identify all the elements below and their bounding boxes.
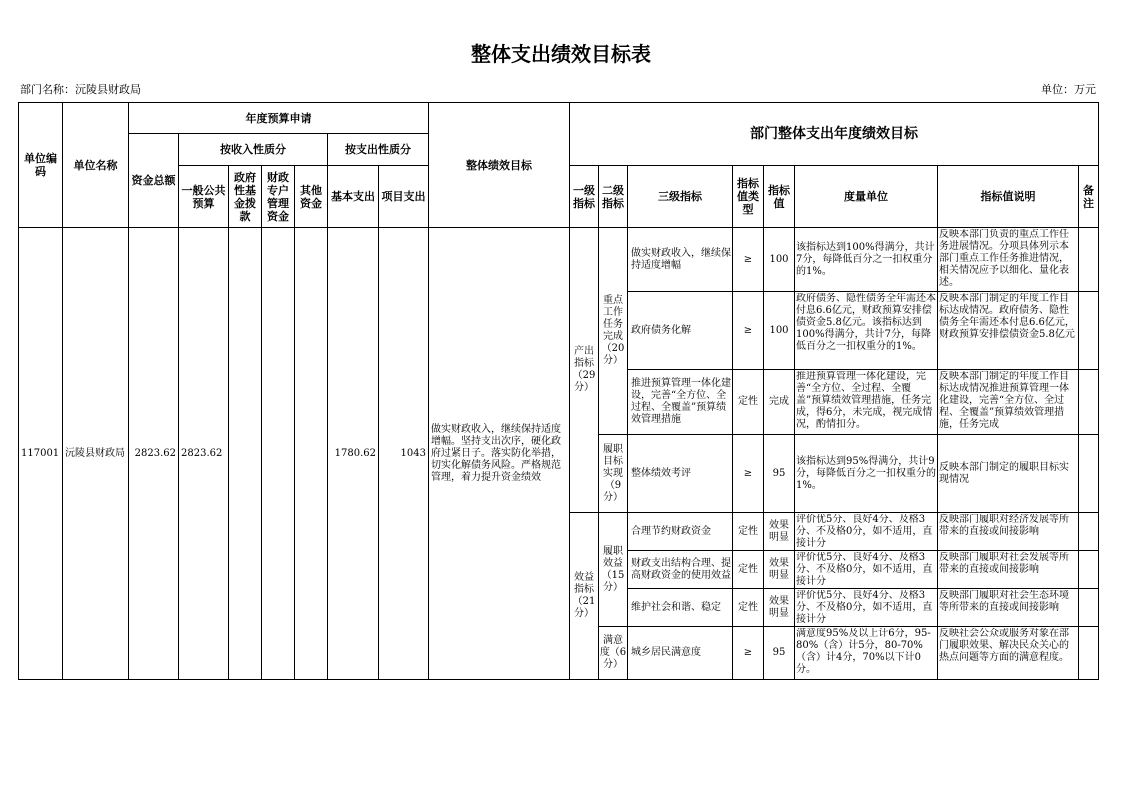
group-output-cell: 产出指标（29分） [570,228,599,513]
general-budget-cell: 2823.62 [179,228,229,680]
unit-name-cell: 沅陵县财政局 [63,228,129,680]
remark-cell [1079,435,1099,513]
header-unit-code: 单位编码 [19,103,63,228]
project-expense-cell: 1043 [379,228,429,680]
value-cell: 效果明显 [769,595,789,619]
group-duty-perf-cell: 履职目标实现（9分） [599,435,628,513]
level3-cell: 维护社会和谐、稳定 [631,601,721,613]
level3-cell: 做实财政收入，继续保持适度增幅 [631,247,731,271]
header-level2: 二级指标 [599,166,628,228]
remark-cell [1079,228,1099,292]
level3-cell: 整体绩效考评 [631,467,691,479]
header-general-budget: 一般公共预算 [179,166,229,228]
type-cell: 定性 [733,589,764,627]
value-cell: 效果明显 [769,557,789,581]
unit-label: 单位：万元 [1041,83,1096,96]
header-by-income: 按收入性质分 [179,134,328,166]
level3-cell: 政府债务化解 [631,324,691,336]
type-cell: 定性 [733,551,764,589]
measure-cell: 推进预算管理一体化建设，完善“全方位、全过程、全覆盖”预算绩效管理措施，任务完成，得6分，未完成，视完成情况，酌情扣分。 [796,370,933,430]
type-cell: ≥ [733,435,764,513]
desc-cell: 反映社会公众或服务对象在部门履职效果、解决民众关心的热点问题等方面的满意程度。 [939,627,1069,663]
value-cell: 100 [764,292,795,370]
remark-cell [1079,292,1099,370]
header-unit-name: 单位名称 [63,103,129,228]
department-label: 部门名称：沅陵县财政局 [20,83,141,96]
remark-cell [1079,551,1099,589]
header-project-expense: 项目支出 [379,166,429,228]
desc-cell: 反映部门履职对经济发展等所带来的直接或间接影响 [939,513,1069,537]
type-cell: 定性 [733,370,764,435]
remark-cell [1079,627,1099,680]
value-cell: 完成 [764,370,795,435]
type-cell: ≥ [733,228,764,292]
remark-cell [1079,513,1099,551]
desc-cell: 反映本部门负责的重点工作任务进展情况。分项具体列示本部门重点工作任务推进情况，相关情况应予以细化、量化表述。 [939,228,1069,288]
header-indicator-value: 指标值 [764,166,795,228]
desc-cell: 反映部门履职对社会生态环境等所带来的直接或间接影响 [939,589,1069,613]
performance-table [18,102,1099,680]
header-measure-unit: 度量单位 [795,166,938,228]
header-total-funds: 资金总额 [129,134,179,228]
measure-cell: 评价优5分、良好4分、及格3分、不及格0分，如不适用，直接计分 [796,551,933,587]
type-cell: ≥ [733,627,764,680]
measure-cell: 满意度95%及以上计6分，95-80%（含）计5分，80-70%（含）计4分，70%以下计0分。 [796,627,931,675]
header-by-expense: 按支出性质分 [328,134,429,166]
desc-cell: 反映本部门制定的年度工作目标达成情况推进预算管理一体化建设，完善“全方位、全过程、全覆盖”预算绩效管理措施，任务完成 [939,370,1069,430]
header-value-desc: 指标值说明 [938,166,1079,228]
measure-cell: 政府债务、隐性债务全年需还本付息6.6亿元，财政预算安排偿债资金5.8亿元。该指标达到100%得满分，共计7分，每降低百分之一扣权重分的1%。 [796,292,936,352]
unit-code-cell: 117001 [19,228,63,680]
header-other-fund: 其他资金 [295,166,328,228]
measure-cell: 评价优5分、良好4分、及格3分、不及格0分，如不适用，直接计分 [796,513,933,549]
desc-cell: 反映部门履职对社会发展等所带来的直接或间接影响 [939,551,1069,575]
header-indicator-type: 指标值类型 [733,166,764,228]
level3-cell: 财政支出结构合理、提高财政资金的使用效益 [631,557,731,581]
special-fund-cell [262,228,295,680]
measure-cell: 该指标达到95%得满分，共计9分，每降低百分之一扣权重分的1%。 [796,455,936,491]
group-duty-effect-cell: 履职效益（15分） [599,513,628,627]
desc-cell: 反映本部门制定的年度工作目标达成情况。政府债务、隐性债务全年需还本付息6.6亿元，财政预算安排偿债资金5.8亿元 [939,292,1075,340]
level3-cell: 推进预算管理一体化建设，完善“全方位、全过程、全覆盖”预算绩效管理措施 [631,378,731,425]
group-benefit-cell: 效益指标（21分） [570,513,599,680]
header-dept-goal: 部门整体支出年度绩效目标 [570,103,1099,166]
desc-cell: 反映本部门制定的履职目标实现情况 [939,461,1069,485]
header-gov-fund: 政府性基金拨款 [229,166,262,228]
header-basic-expense: 基本支出 [328,166,379,228]
page-title: 整体支出绩效目标表 [471,42,651,66]
measure-cell: 该指标达到100%得满分，共计7分，每降低百分之一扣权重分的1%。 [796,241,935,277]
group-key-task-cell: 重点工作任务完成（20分） [599,228,628,435]
header-annual-budget: 年度预算申请 [129,103,429,134]
measure-cell: 评价优5分、良好4分、及格3分、不及格0分，如不适用，直接计分 [796,589,933,625]
remark-cell [1079,589,1099,627]
value-cell: 效果明显 [769,519,789,543]
basic-expense-cell: 1780.62 [328,228,379,680]
type-cell: ≥ [733,292,764,370]
other-fund-cell [295,228,328,680]
remark-cell [1079,370,1099,435]
gov-fund-cell [229,228,262,680]
value-cell: 95 [764,435,795,513]
header-level3: 三级指标 [628,166,733,228]
overall-goal-cell: 做实财政收入，继续保持适度增幅。坚持支出次序，硬化政府过紧日子。落实防化举措，切实化解债务风险。严格规范管理，着力提升资金绩效 [429,228,570,680]
header-special-fund: 财政专户管理资金 [262,166,295,228]
type-cell: 定性 [733,513,764,551]
value-cell: 100 [764,228,795,292]
header-remark: 备注 [1079,166,1099,228]
level3-cell: 城乡居民满意度 [631,647,701,658]
value-cell: 95 [764,627,795,680]
table-row [19,228,1099,292]
level3-cell: 合理节约财政资金 [631,525,711,537]
header-level1: 一级指标 [570,166,599,228]
header-overall-goal: 整体绩效目标 [429,103,570,228]
total-funds-cell: 2823.62 [129,228,179,680]
group-satisfaction-cell: 满意度（6分） [599,627,628,680]
